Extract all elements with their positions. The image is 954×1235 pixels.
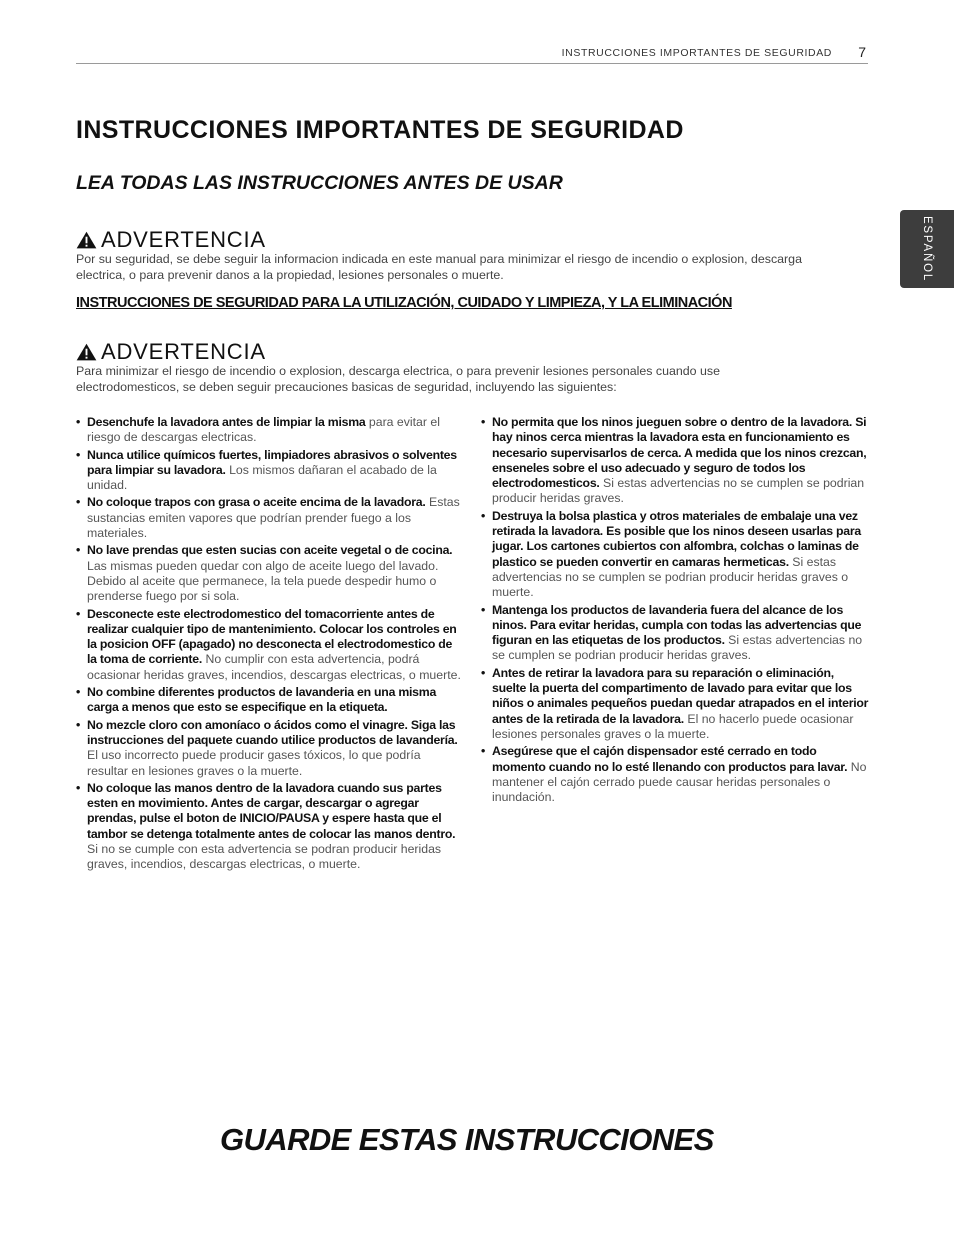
list-item: [76, 495, 464, 541]
list-item: [481, 666, 871, 742]
side-tab-label: ESPAÑOL: [921, 215, 934, 283]
warning-heading-1: [76, 227, 266, 253]
item-bold-text: Mantenga los productos de lavanderia fuera del alcance de los ninos. Para evitar heridas, cumpla con todas las advertencias que figuran en las etiquetas de los productos.: [492, 602, 862, 648]
list-item: [76, 415, 464, 446]
list-item: [76, 448, 464, 494]
header-rule: [76, 63, 868, 64]
item-text: Las mismas pueden quedar con algo de aceite luego del lavado. Debido al aceite que permanece, la tela puede despedir humo o prenderse fuego por si sola.: [87, 558, 439, 604]
item-text: Si estas advertencias no se cumplen se podrian producir heridas graves.: [492, 476, 865, 506]
item-text: Los mismos dañaran el acabado de la unidad.: [87, 462, 437, 493]
item-bold-text: No permita que los ninos jueguen sobre o dentro de la lavadora. Si hay ninos cerca mientras la lavadora esta en funcionamiento es necesario supervisarlos de cerca. A medida que los ninos crezcan, enseneles sobre el uso adecuado y seguro de todos los electrodomesticos.: [492, 415, 867, 491]
safety-list-left: [76, 415, 464, 873]
item-bold-text: Asegúrese que el cajón dispensador esté cerrado en todo momento cuando no lo esté llenando con productos para lavar.: [492, 744, 848, 774]
item-text: Estas sustancias emiten vapores que podrían prender fuego a los materiales.: [87, 495, 460, 541]
list-item: [481, 509, 871, 601]
list-item: [481, 603, 871, 664]
item-bold-text: No lave prendas que esten sucias con aceite vegetal o de cocina.: [87, 543, 453, 558]
list-item: [76, 543, 464, 604]
item-text: El no hacerlo puede ocasionar lesiones personales graves o la muerte.: [492, 711, 854, 741]
list-item: [76, 607, 464, 683]
item-bold-text: No coloque las manos dentro de la lavadora cuando sus partes esten en movimiento. Antes de cargar, descargar o agregar prendas, pulse el boton de INICIO/PAUSA y espere hasta que el tambor se detenga totalmente antes de colocar las manos dentro.: [87, 780, 456, 841]
list-item: [76, 718, 464, 779]
warning-body-2: Para minimizar el riesgo de incendio o explosion, descarga electrica, o para prevenir lesiones personales cuando use electrodomesticos, se deben seguir precauciones basicas de seguridad, incluyendo las siguientes:: [76, 364, 720, 394]
item-text: Si estas advertencias no se cumplen se podrian producir heridas graves.: [492, 633, 863, 663]
page-number: 7: [858, 44, 866, 60]
item-bold-text: Desconecte este electrodomestico del tomacorriente antes de realizar cualquier tipo de mantenimiento. Colocar los controles en la posicion OFF (apagado) no desconecta el electrodomestico de la toma de corriente.: [87, 606, 457, 667]
warning-body-1: Por su seguridad, se debe seguir la informacion indicada en este manual para minimizar el riesgo de incendio o explosion, descarga electrica, o para prevenir danos a la propiedad, lesiones personales o muerte.: [76, 252, 802, 282]
item-bold-text: No mezcle cloro con amoníaco o ácidos como el vinagre. Siga las instrucciones del paquete cuando utilice productos de lavandería.: [87, 717, 458, 747]
warning-triangle-icon: [76, 343, 97, 361]
item-bold-text: Desenchufe la lavadora antes de limpiar la misma: [87, 415, 366, 429]
list-item: [76, 781, 464, 873]
item-bold-text: Nunca utilice químicos fuertes, limpiadores abrasivos o solventes para limpiar su lavadora.: [87, 447, 457, 477]
list-item: [481, 415, 871, 507]
item-bold-text: No combine diferentes productos de lavanderia en una misma carga a menos que esto se especifique en la etiqueta.: [87, 685, 437, 715]
page-title: INSTRUCCIONES IMPORTANTES DE SEGURIDAD: [76, 116, 684, 144]
item-text: para evitar el riesgo de descargas electricas.: [87, 415, 440, 445]
warning-triangle-icon: [76, 231, 97, 249]
safety-list-right: [481, 415, 871, 805]
list-item: [76, 685, 464, 716]
item-bold-text: No coloque trapos con grasa o aceite encima de la lavadora.: [87, 495, 426, 510]
section-title: INSTRUCCIONES DE SEGURIDAD PARA LA UTILIZACIÓN, CUIDADO Y LIMPIEZA, Y LA ELIMINACIÓN: [76, 295, 732, 311]
running-head: INSTRUCCIONES IMPORTANTES DE SEGURIDAD: [561, 47, 832, 59]
item-text: No cumplir con esta advertencia, podrá ocasionar heridas graves, incendios, descargas electricas, o muerte.: [87, 652, 461, 682]
item-text: El uso incorrecto puede producir gases tóxicos, lo que podría resultar en lesiones graves o la muerte.: [87, 748, 421, 778]
warning-label: ADVERTENCIA: [101, 339, 266, 364]
page-subtitle: LEA TODAS LAS INSTRUCCIONES ANTES DE USAR: [76, 172, 563, 194]
language-side-tab: [900, 210, 954, 288]
warning-heading-2: [76, 339, 266, 365]
item-text: Si no se cumple con esta advertencia se podran producir heridas graves, incendios, descargas electricas, o muerte.: [87, 842, 442, 872]
warning-label: ADVERTENCIA: [101, 227, 266, 252]
list-item: [481, 744, 871, 805]
item-bold-text: Destruya la bolsa plastica y otros materiales de embalaje una vez retirada la lavadora. Es posible que los ninos deseen usarlas para jugar. Los cartones cubiertos con alfombra, colchas o laminas de plastico se pueden convertir en camaras hermeticas.: [492, 508, 861, 569]
footer-title: GUARDE ESTAS INSTRUCCIONES: [220, 1122, 714, 1157]
item-bold-text: Antes de retirar la lavadora para su reparación o eliminación, suelte la puerta del compartimento de lavado para evitar que los niños o animales pequeños puedan quedar atrapados en el interior antes de la retirada de la lavadora.: [492, 665, 869, 726]
item-text: Si estas advertencias no se cumplen se podrian producir heridas graves o muerte.: [492, 554, 849, 600]
item-text: No mantener el cajón cerrado puede causar heridas personales o inundación.: [492, 759, 867, 805]
